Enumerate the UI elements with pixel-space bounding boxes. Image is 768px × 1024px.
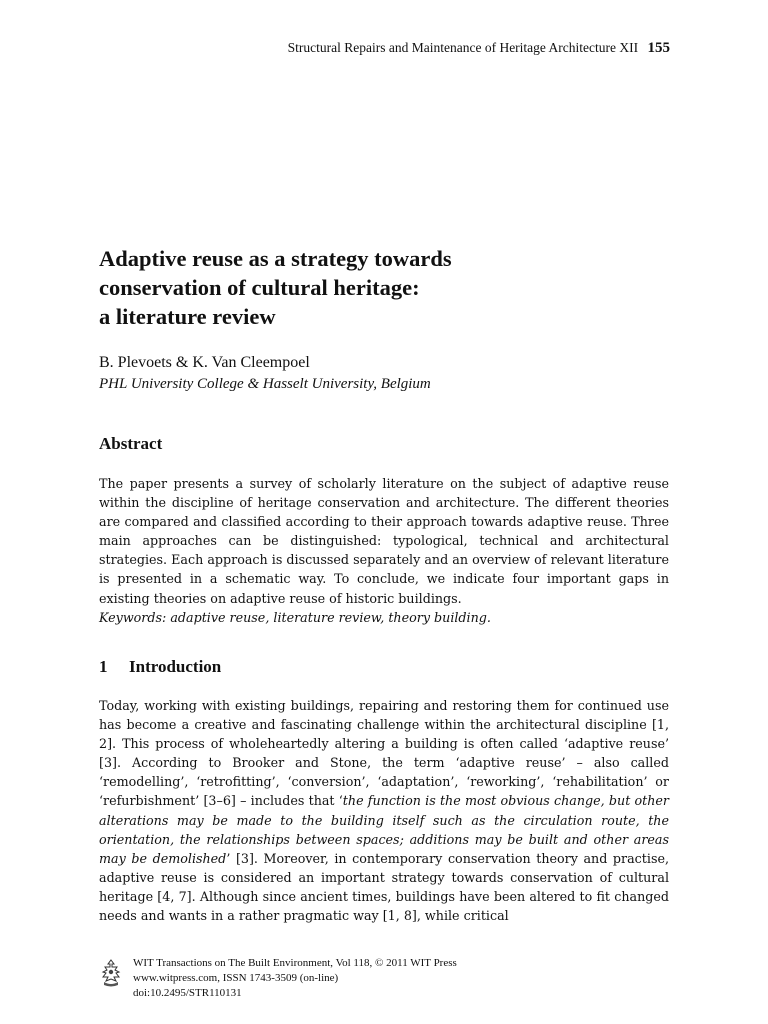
- abstract-body: The paper presents a survey of scholarly literature on the subject of adaptive reuse within the discipline of heritage conservation and architecture. The different theories are compared and classified according to their approach towards adaptive reuse. Three main approaches can be distinguished: typological, technical and architectural strategies. Each approach is discussed separately and an overview of relevant literature is presented in a schematic way. To conclude, we indicate four important gaps in existing theories on adaptive reuse of historic buildings.: [99, 476, 669, 606]
- footer-doi: doi:10.2495/STR110131: [133, 987, 242, 999]
- paper-title: [99, 244, 669, 331]
- title-line: Adaptive reuse as a strategy towards: [99, 246, 452, 271]
- footer-journal: WIT Transactions on The Built Environment, Vol 118, © 2011 WIT Press: [133, 957, 457, 969]
- section-title: Introduction: [129, 657, 222, 676]
- introduction-heading: [99, 657, 221, 677]
- keywords: Keywords: adaptive reuse, literature review, theory building.: [99, 609, 491, 625]
- intro-text-part1: Today, working with existing buildings, repairing and restoring them for continued use has become a creative and fascinating challenge within the architectural discipline [1, 2]. This process of wholeheartedly altering a building is often called ‘adaptive reuse’ [3]. According to Brooker and Stone, the term ‘adaptive reuse’ – also called ‘remodelling’, ‘retrofitting’, ‘conversion’, ‘adaptation’, ‘reworking’, ‘rehabilitation’ or ‘refurbishment’ [3–6] – includes that ‘: [99, 698, 669, 809]
- abstract-heading: Abstract: [99, 434, 163, 453]
- footer-text: [133, 956, 457, 1001]
- publisher-logo-icon: [99, 958, 123, 988]
- section-number: 1: [99, 657, 108, 676]
- authors: B. Plevoets & K. Van Cleempoel: [99, 354, 310, 371]
- footer-issn: www.witpress.com, ISSN 1743-3509 (on-line): [133, 972, 339, 984]
- abstract-text: [99, 474, 669, 627]
- running-header: [288, 40, 670, 57]
- intro-quote: the function is the most obvious change, but other alterations may be made to the building itself such as the circulation route, the orientation, the relationships between spaces; additions may be built and other areas may be demolished: [99, 793, 669, 866]
- title-line: a literature review: [99, 304, 276, 329]
- running-title: Structural Repairs and Maintenance of Heritage Architecture XII: [287, 40, 639, 55]
- introduction-text: [99, 696, 669, 925]
- page-number: 155: [647, 40, 670, 56]
- affiliation: PHL University College & Hasselt University, Belgium: [99, 376, 431, 392]
- title-line: conservation of cultural heritage:: [99, 275, 420, 300]
- intro-text-part2: ’ [3]. Moreover, in contemporary conservation theory and practise, adaptive reuse is considered an important strategy towards conservation of cultural heritage [4, 7]. Although since ancient times, buildings have been altered to fit changed needs and wants in a rather pragmatic way [1, 8], while critical: [99, 850, 669, 924]
